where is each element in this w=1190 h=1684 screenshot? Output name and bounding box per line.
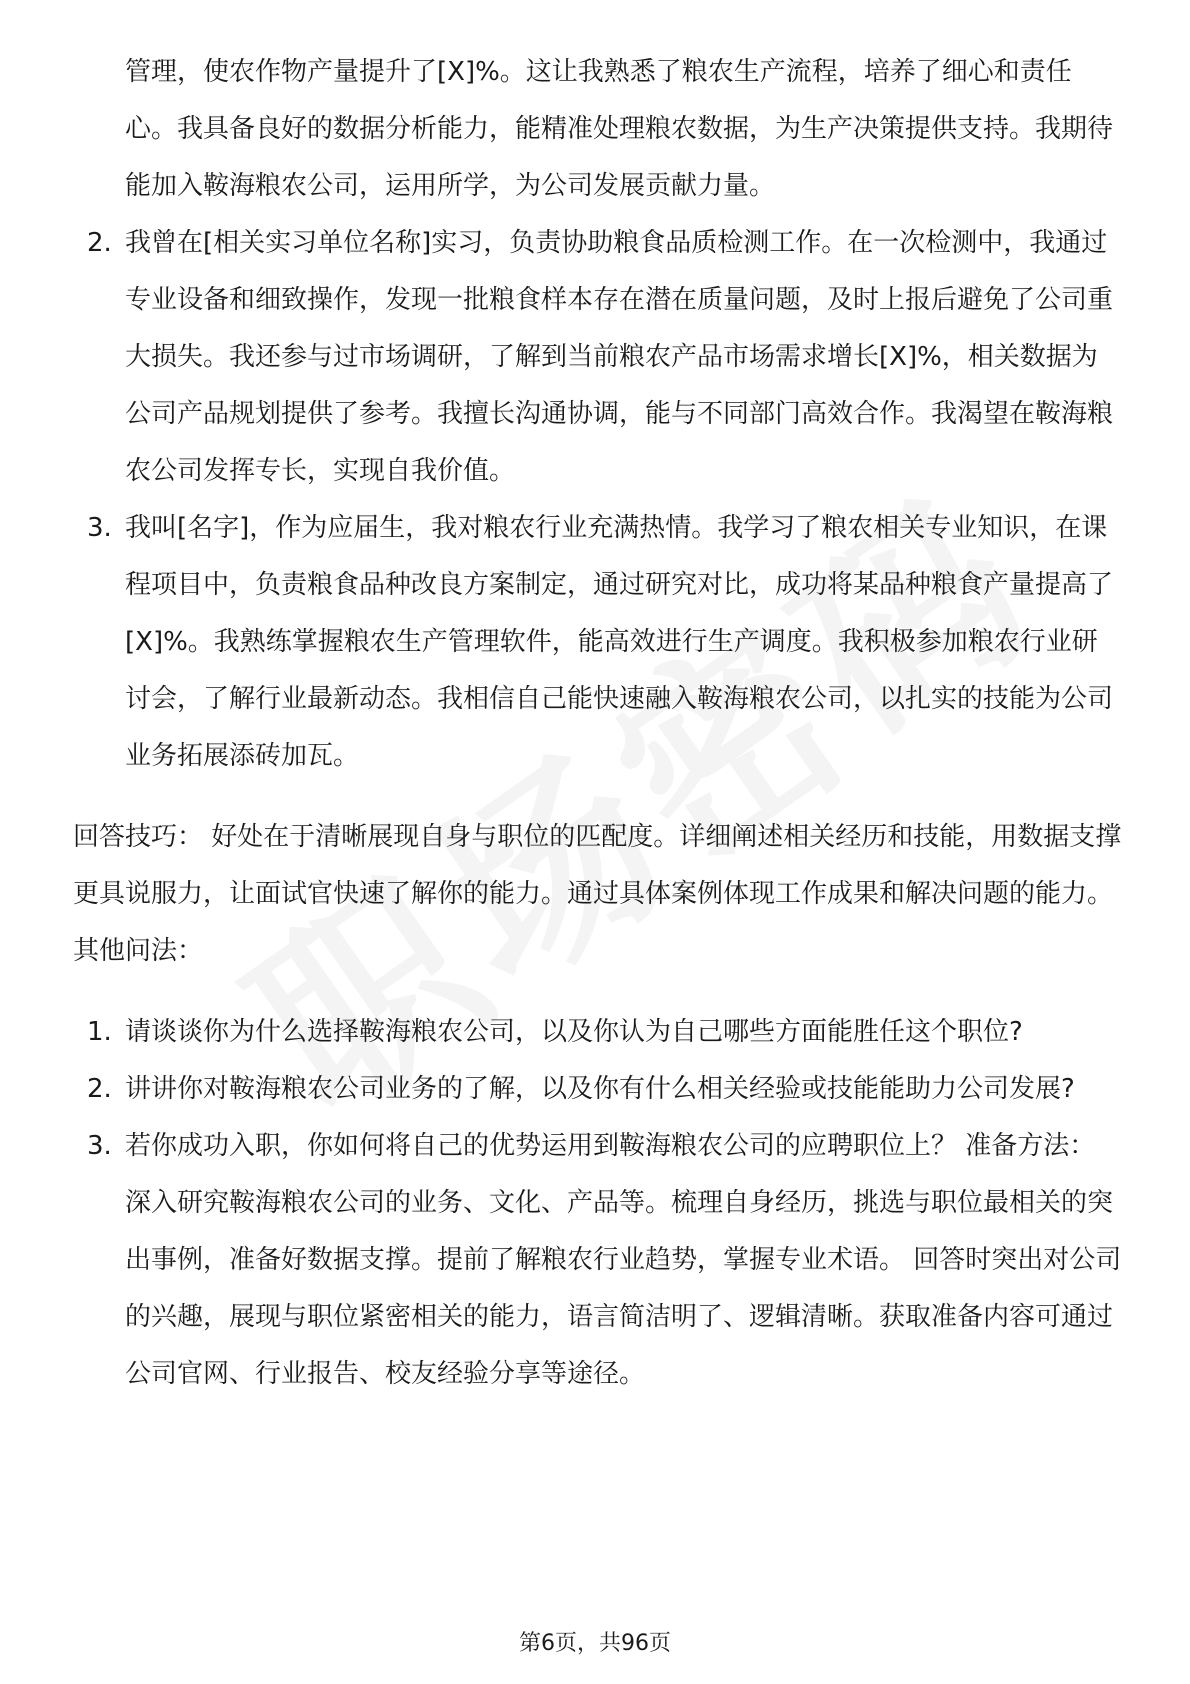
list-item-text: 管理，使农作物产量提升了[X]%。这让我熟悉了粮农生产流程，培养了细心和责任心。我具备良好的数据分析能力，能精准处理粮农数据，为生产决策提供支持。我期待能加入鞍海粮农公司，运用所学，为公司发展贡献力量。 bbox=[125, 57, 1114, 201]
list-item-text: 我叫[名字]，作为应届生，我对粮农行业充满热情。我学习了粮农相关专业知识，在课程项目中，负责粮食品种改良方案制定，通过研究对比，成功将某品种粮食产量提高了[X]%。我熟练掌握粮农生产管理软件，能高效进行生产调度。我积极参加粮农行业研讨会，了解行业最新动态。我相信自己能快速融入鞍海粮农公司，以扎实的技能为公司业务拓展添砖加瓦。 bbox=[125, 513, 1114, 771]
list-item-text: 若你成功入职，你如何将自己的优势运用到鞍海粮农公司的应聘职位上？ 准备方法： 深入研究鞍海粮农公司的业务、文化、产品等。梳理自身经历，挑选与职位最相关的突出事例，准备好数据支撑。提前了解粮农行业趋势，掌握专业术语。 回答时突出对公司的兴趣，展现与职位紧密相关的能力，语言简洁明了、逻辑清晰。获取准备内容可通过公司官网、行业报告、校友经验分享等途径。 bbox=[125, 1131, 1122, 1389]
other-questions-list bbox=[73, 1004, 1123, 1403]
list-item-number: 3. bbox=[87, 1131, 112, 1161]
list-item-number: 2. bbox=[87, 1074, 112, 1104]
list-item bbox=[73, 1004, 1123, 1061]
answer-list bbox=[73, 215, 1123, 785]
list-item-continuation bbox=[73, 44, 1123, 215]
document-content bbox=[73, 44, 1123, 1403]
list-item-text: 讲讲你对鞍海粮农公司业务的了解，以及你有什么相关经验或技能能助力公司发展? bbox=[125, 1074, 1075, 1104]
list-item-text: 请谈谈你为什么选择鞍海粮农公司，以及你认为自己哪些方面能胜任这个职位? bbox=[125, 1017, 1023, 1047]
list-item-number: 1. bbox=[87, 1017, 112, 1047]
list-item bbox=[73, 500, 1123, 785]
list-item-number: 2. bbox=[87, 228, 112, 258]
list-item bbox=[73, 1061, 1123, 1118]
answer-tips-paragraph: 回答技巧： 好处在于清晰展现自身与职位的匹配度。详细阐述相关经历和技能，用数据支撑更具说服力，让面试官快速了解你的能力。通过具体案例体现工作成果和解决问题的能力。 其他问法： bbox=[73, 822, 1122, 966]
page-number: 第6页，共96页 bbox=[519, 1631, 671, 1656]
list-item bbox=[73, 1118, 1123, 1403]
list-item-number: 3. bbox=[87, 513, 112, 543]
list-item-text: 我曾在[相关实习单位名称]实习，负责协助粮食品质检测工作。在一次检测中，我通过专业设备和细致操作，发现一批粮食样本存在潜在质量问题，及时上报后避免了公司重大损失。我还参与过市场调研，了解到当前粮农产品市场需求增长[X]%，相关数据为公司产品规划提供了参考。我擅长沟通协调，能与不同部门高效合作。我渴望在鞍海粮农公司发挥专长，实现自我价值。 bbox=[125, 228, 1114, 486]
list-item bbox=[73, 215, 1123, 500]
